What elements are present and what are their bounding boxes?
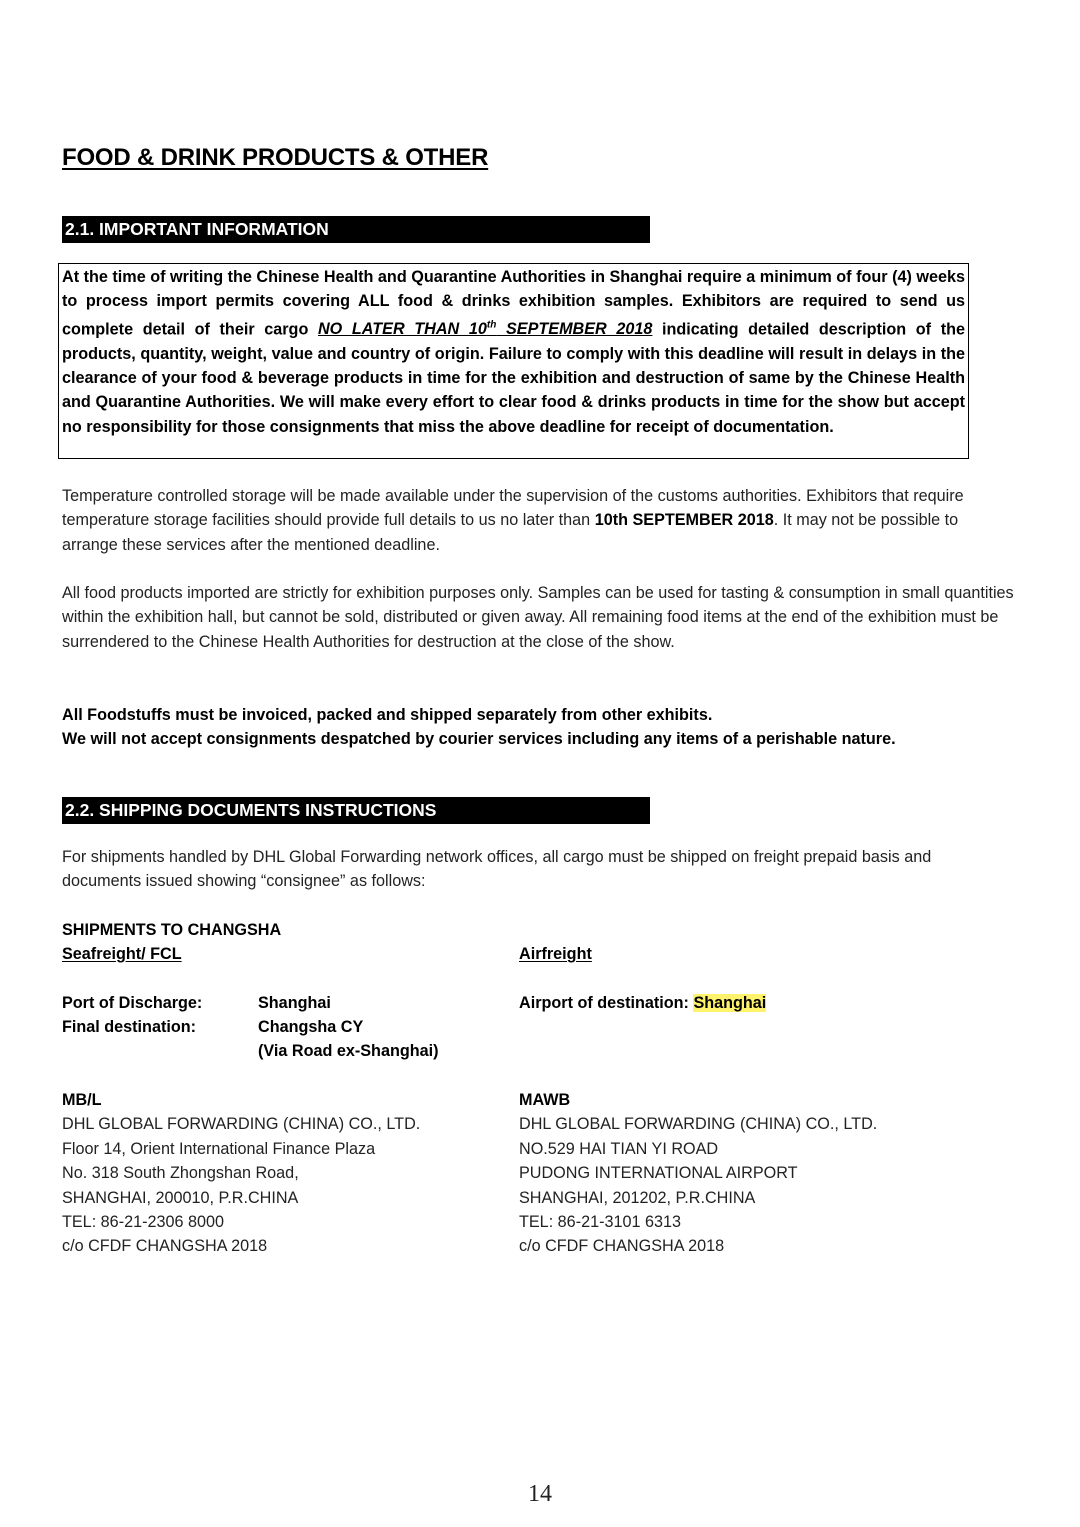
notice-text-end: indicating detailed description of the products, quantity, weight, value and country of origin. Failure to comply with this deadline will result in delays in the clearance of your food & beverage products in time for the exhibition and destruction of same by the Chinese Health and Quarantine Authorities. We will make every effort to clear food & drinks products in time for the show but accept no responsibility for those consignments that miss the above deadline for receipt of documentation. bbox=[62, 320, 965, 436]
airport-label: Airport of destination: bbox=[519, 994, 694, 1012]
mbl-line: No. 318 South Zhongshan Road, bbox=[62, 1164, 299, 1183]
notice-text-start: At the time of writing the Chinese Health and Quarantine Authorities in Shanghai require a minimum of four (4) weeks to process import permits covering ALL food & drinks exhibition samples. Exhibitors are required to send us complete detail of their cargo bbox=[62, 268, 965, 339]
mbl-line: TEL: 86-21-2306 8000 bbox=[62, 1213, 224, 1232]
mbl-line: c/o CFDF CHANGSHA 2018 bbox=[62, 1237, 268, 1256]
mbl-address-block bbox=[62, 1088, 420, 1259]
airport-of-destination bbox=[519, 991, 766, 1015]
section-heading-shipping-documents: 2.2. SHIPPING DOCUMENTS INSTRUCTIONS bbox=[62, 797, 650, 824]
airport-value-highlight: Shanghai bbox=[693, 994, 767, 1012]
airfreight-heading: Airfreight bbox=[519, 945, 592, 963]
mbl-heading: MB/L bbox=[62, 1091, 102, 1109]
mawb-heading: MAWB bbox=[519, 1091, 571, 1109]
exhibition-purposes-paragraph: All food products imported are strictly for exhibition purposes only. Samples can be used for tasting & consumption in small quantities within the exhibition hall, but cannot be sold, distributed or given away. All remaining food items at the end of the exhibition must be surrendered to the Chinese Health Authorities for destruction at the close of the show. bbox=[62, 584, 1014, 651]
mawb-line: TEL: 86-21-3101 6313 bbox=[519, 1213, 681, 1232]
page-number: 14 bbox=[528, 1481, 552, 1507]
mawb-line: NO.529 HAI TIAN YI ROAD bbox=[519, 1139, 719, 1158]
foodstuffs-line-1: All Foodstuffs must be invoiced, packed and shipped separately from other exhibits. bbox=[62, 706, 713, 724]
storage-deadline: 10th SEPTEMBER 2018 bbox=[594, 511, 774, 530]
seafreight-heading: Seafreight/ FCL bbox=[62, 945, 182, 963]
final-destination-label: Final destination: bbox=[62, 1018, 196, 1036]
mbl-line: SHANGHAI, 200010, P.R.CHINA bbox=[62, 1188, 299, 1207]
mbl-line: Floor 14, Orient International Finance Plaza bbox=[62, 1139, 376, 1158]
port-of-discharge-label: Port of Discharge: bbox=[62, 994, 203, 1012]
deadline-superscript: th bbox=[486, 319, 497, 331]
final-destination-value: Changsha CY bbox=[258, 1018, 364, 1036]
shipments-heading: SHIPMENTS TO CHANGSHA bbox=[62, 921, 282, 939]
temperature-storage-paragraph: Temperature controlled storage will be made available under the supervision of the customs authorities. Exhibitors that require temperature storage facilities should provide full details to us no later than 10th SEPTEMBER 2018. It may not be possible to arrange these services after the mentioned deadline. bbox=[62, 487, 964, 554]
notice-deadline: NO LATER THAN 10th SEPTEMBER 2018 bbox=[317, 319, 653, 339]
mbl-line: DHL GLOBAL FORWARDING (CHINA) CO., LTD. bbox=[62, 1115, 421, 1134]
port-of-discharge-value: Shanghai bbox=[258, 994, 331, 1012]
foodstuffs-line-2: We will not accept consignments despatched by courier services including any items of a perishable nature. bbox=[62, 730, 896, 749]
foodstuffs-notice bbox=[62, 703, 1014, 752]
mawb-line: PUDONG INTERNATIONAL AIRPORT bbox=[519, 1164, 798, 1183]
mawb-address-block bbox=[519, 1088, 877, 1259]
page-title: FOOD & DRINK PRODUCTS & OTHER bbox=[62, 144, 489, 171]
final-destination-note: (Via Road ex-Shanghai) bbox=[258, 1042, 439, 1060]
section-heading-important-information: 2.1. IMPORTANT INFORMATION bbox=[62, 216, 650, 243]
shipping-intro-paragraph: For shipments handled by DHL Global Forwarding network offices, all cargo must be shipped on freight prepaid basis and documents issued showing “consignee” as follows: bbox=[62, 848, 932, 891]
mawb-line: DHL GLOBAL FORWARDING (CHINA) CO., LTD. bbox=[519, 1115, 878, 1134]
mawb-line: c/o CFDF CHANGSHA 2018 bbox=[519, 1237, 725, 1256]
mawb-line: SHANGHAI, 201202, P.R.CHINA bbox=[519, 1188, 756, 1207]
important-notice-box bbox=[58, 263, 969, 459]
